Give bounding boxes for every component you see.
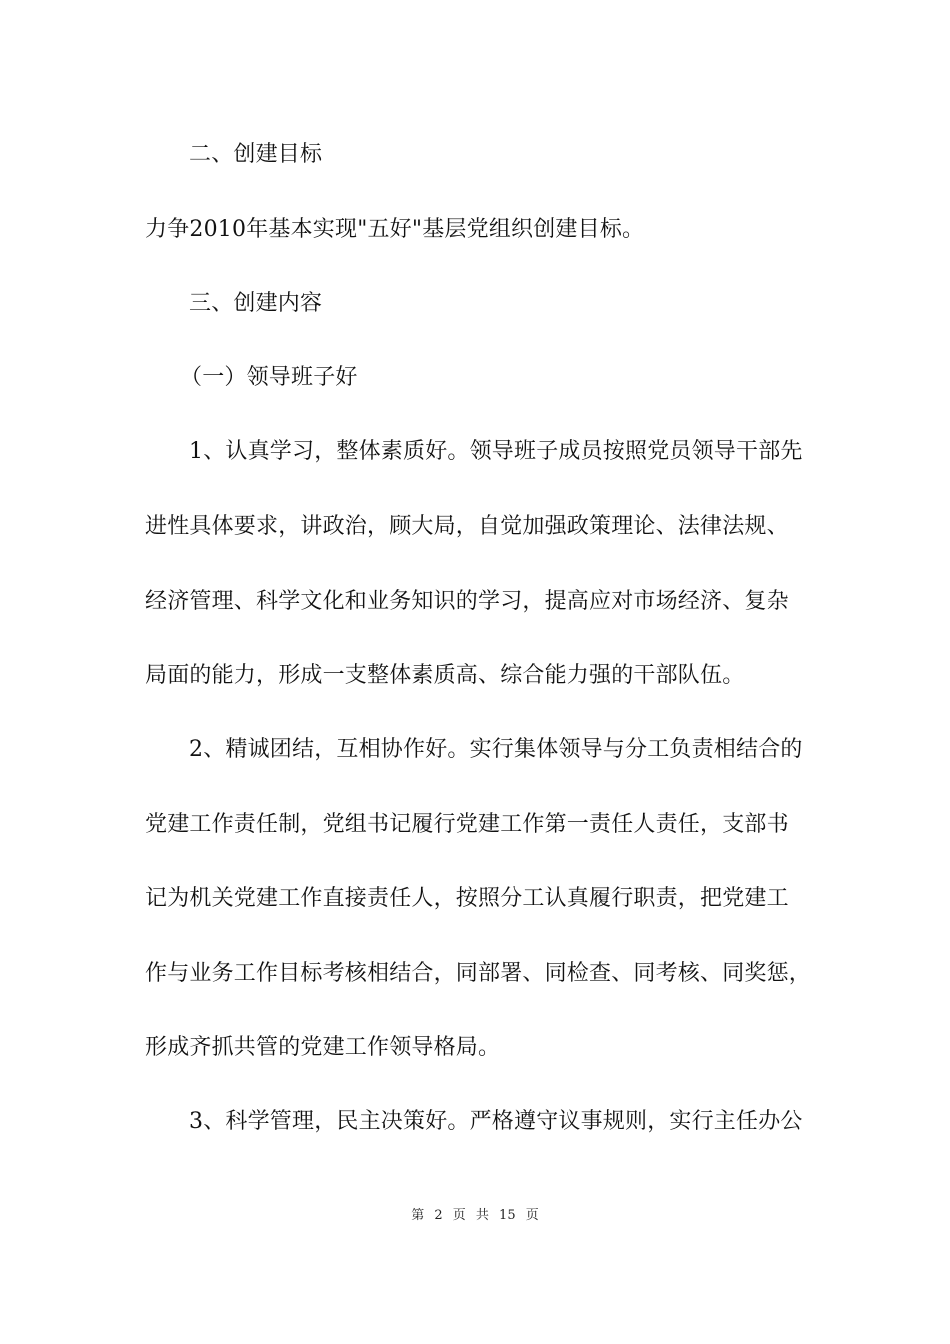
paragraph-line: 2、精诚团结，互相协作好。实行集体领导与分工负责相结合的	[189, 737, 803, 762]
paragraph-line: 进性具体要求，讲政治，顾大局，自觉加强政策理论、法律法规、	[145, 514, 789, 539]
paragraph-line: 作与业务工作目标考核相结合，同部署、同检查、同考核、同奖惩，	[145, 961, 812, 986]
page-footer: 第 2 页 共 15 页	[411, 1208, 539, 1223]
paragraph-line: 记为机关党建工作直接责任人，按照分工认真履行职责，把党建工	[145, 886, 789, 911]
paragraph-line: 3、科学管理，民主决策好。严格遵守议事规则，实行主任办公	[189, 1109, 803, 1134]
paragraph-line: 经济管理、科学文化和业务知识的学习，提高应对市场经济、复杂	[145, 589, 789, 614]
paragraph-line: 力争2010年基本实现"五好"基层党组织创建目标。	[145, 217, 645, 242]
subsection-heading: （一）领导班子好	[180, 365, 358, 390]
paragraph-line: 1、认真学习，整体素质好。领导班子成员按照党员领导干部先	[189, 439, 803, 464]
paragraph-line: 形成齐抓共管的党建工作领导格局。	[145, 1035, 501, 1060]
section-heading-goal: 二、创建目标	[189, 142, 323, 167]
paragraph-line: 局面的能力，形成一支整体素质高、综合能力强的干部队伍。	[145, 663, 745, 688]
section-heading-content: 三、创建内容	[189, 291, 323, 316]
paragraph-line: 党建工作责任制，党组书记履行党建工作第一责任人责任，支部书	[145, 812, 789, 837]
